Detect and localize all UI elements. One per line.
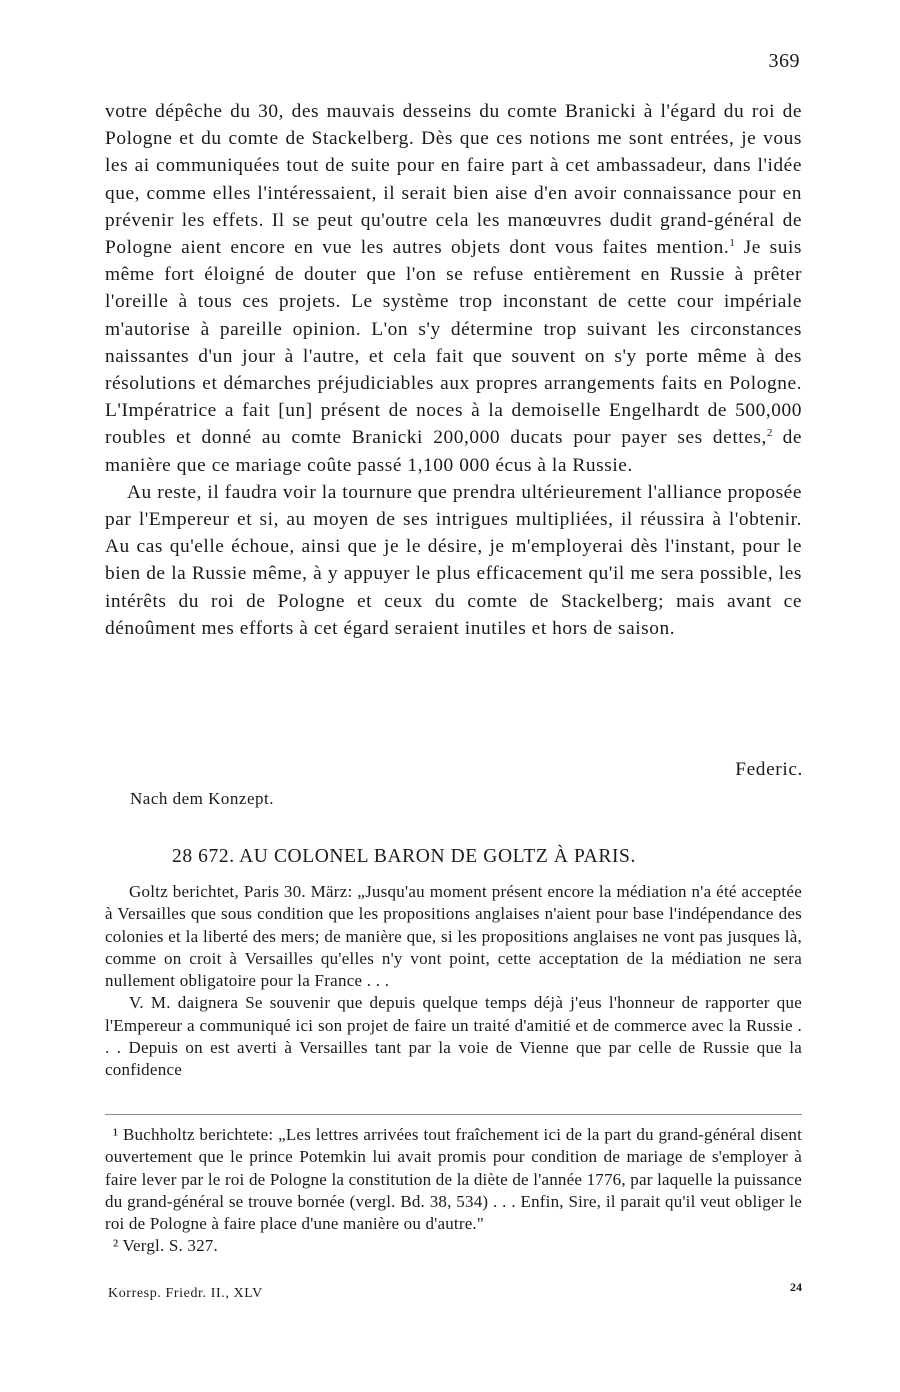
report-body [105, 881, 802, 1082]
series-line: Korresp. Friedr. II., XLV [108, 1286, 263, 1301]
page-number: 369 [768, 50, 800, 72]
footnote-marker: 1 [729, 237, 735, 250]
letter-paragraph [105, 98, 802, 479]
signature-mark: 24 [790, 1280, 802, 1294]
letter-paragraph [105, 479, 802, 642]
footnote: ¹ Buchholtz berichtete: „Les lettres arrivées tout fraîchement ici de la part du grand-général disent ouvertement que le prince Potemkin lui avait promis pour condition de mariage de s'employer à faire lever par le roi de Pologne la constitution de la diète de l'année 1776, par laquelle la puissance du grand-général se trouve bornée (vergl. Bd. 38, 534) . . . Enfin, Sire, il parait qu'il veut obliger le roi de Pologne à faire place d'une manière ou d'autre." [105, 1125, 802, 1234]
footnote-rule [105, 1114, 802, 1115]
letter-text: de manière que ce mariage coûte passé 1,100 000 écus à la Russie. [105, 427, 802, 476]
report-paragraph: V. M. daignera Se souvenir que depuis quelque temps déjà j'eus l'honneur de rapporter que l'Empereur a communiqué ici son projet de faire un traité d'amitié et de commerce avec la Russie . . . Depuis on est averti à Versailles tant par la voie de Vienne que par celle de Russie que la confidence [105, 993, 802, 1080]
footnote-marker: 2 [766, 427, 773, 440]
letter-signature: Federic. [735, 759, 803, 780]
letter-body [105, 98, 802, 642]
footnotes [105, 1124, 802, 1258]
letter-text: Je suis même fort éloigné de douter que l'on se refuse entièrement en Russie à prêter l'oreille à tous ces projets. Le système trop inconstant de cette cour impériale m'autorise à pareille opinion. L'on s'y détermine trop suivant les circonstances naissantes d'un jour à l'autre, et cela fait que souvent on s'y porte même à des résolutions et démarches préjudiciables aux propres arrangements faits en Pologne. L'Impératrice a fait [un] présent de noces à la demoiselle Engelhardt de 500,000 roubles et donné au comte Branicki 200,000 ducats pour payer ses dettes, [105, 237, 802, 449]
footnote: ² Vergl. S. 327. [113, 1236, 218, 1256]
report-paragraph: Goltz berichtet, Paris 30. März: „Jusqu'au moment présent encore la médiation n'a été acceptée à Versailles que sous condition que les propositions anglaises n'aient pour base l'indépendance des colonies et la liberté des mers; de manière que, si les propositions anglaises ne vont pas jusques là, comme on croit à Versailles qu'elles n'y vont point, cette acceptation de la médiation ne sera nullement obligatoire pour la France . . . [105, 882, 802, 991]
letter-text: votre dépêche du 30, des mauvais desseins du comte Branicki à l'égard du roi de Pologne et du comte de Stackelberg. Dès que ces notions me sont entrées, je vous les ai communiquées tout de suite pour en faire part à cet ambassadeur, dans l'idée que, comme elles l'intéressaient, il serait bien aise d'en avoir connaissance pour en prévenir les effets. Il se peut qu'outre cela les manœuvres dudit grand-général de Pologne aient encore en vue les autres objets dont vous faites mention. [105, 101, 802, 259]
source-note: Nach dem Konzept. [130, 789, 274, 808]
letter-text: Au reste, il faudra voir la tournure que prendra ultérieurement l'alliance proposée par l'Empereur et si, au moyen de ses intrigues multipliées, il réussira à l'obtenir. Au cas qu'elle échoue, ainsi que je le désire, je m'employerai dès l'instant, pour le bien de la Russie même, à y appuyer le plus efficacement qu'il me sera possible, les intérêts du roi de Pologne et ceux du comte de Stackelberg; mais avant ce dénoûment mes efforts à cet égard seraient inutiles et hors de saison. [105, 481, 802, 639]
section-heading: 28 672. AU COLONEL BARON DE GOLTZ À PARIS. [172, 846, 636, 867]
